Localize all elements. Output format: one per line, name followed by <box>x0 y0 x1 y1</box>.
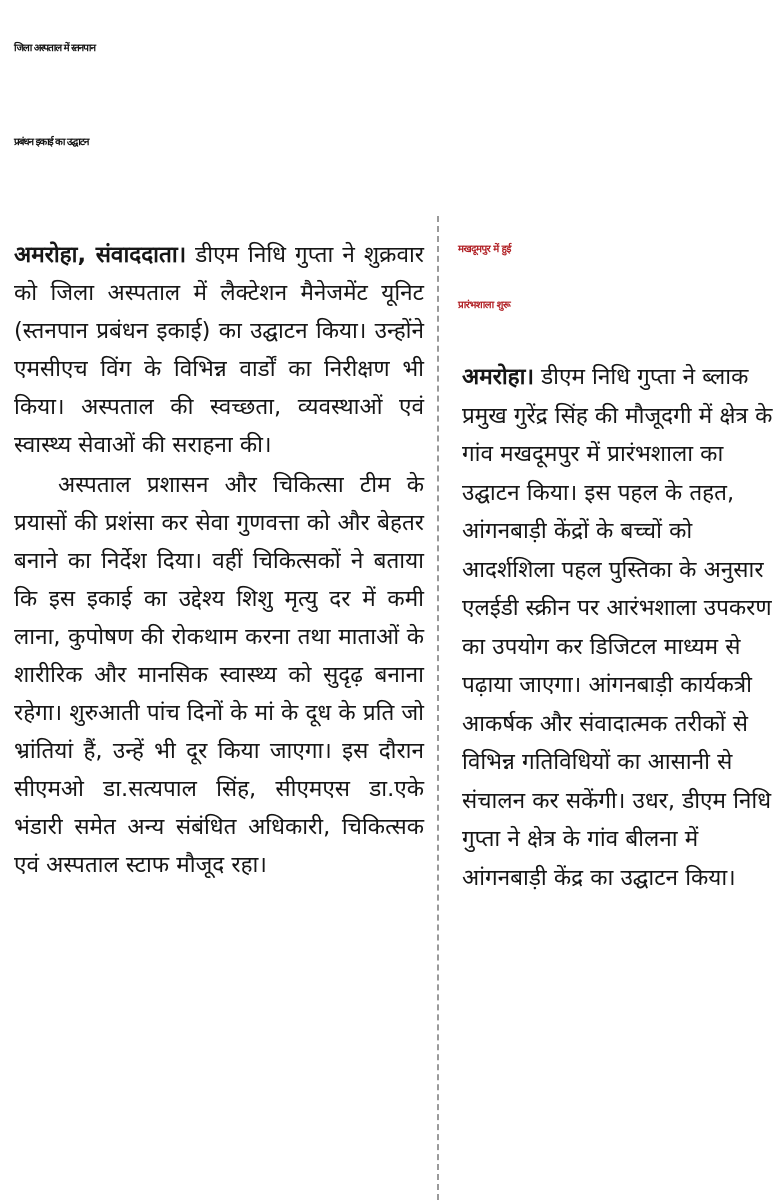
main-story-paragraph-1-text: डीएम निधि गुप्ता ने शुक्रवार को जिला अस्पताल में लैक्टेशन मैनेजमेंट यूनिट (स्तनपान प्रबंधन इकाई) का उद्घाटन किया। उन्होंने एमसीएच विंग के विभिन्न वार्डों का निरीक्षण भी किया। अस्पताल की स्वच्छता, व्यवस्थाओं एवं स्वास्थ्य सेवाओं की सराहना की। <box>14 242 424 458</box>
side-story-headline <box>458 222 774 334</box>
side-story-dateline: अमरोहा। <box>462 364 534 390</box>
side-story-body-text: डीएम निधि गुप्ता ने ब्लाक प्रमुख गुरेंद्र सिंह की मौजूदगी में क्षेत्र के गांव मखदूमपुर में प्रारंभशाला का उद्घाटन किया। इस पहल के तहत, आंगनबाड़ी केंद्रों के बच्चों को आदर्शशिला पहल पुस्तिका के अनुसार एलईडी स्क्रीन पर आरंभशाला उपकरण का उपयोग कर डिजिटल माध्यम से पढ़ाया जाएगा। आंगनबाड़ी कार्यकत्री आकर्षक और संवादात्मक तरीकों से विभिन्न गतिविधियों का आसानी से संचालन कर सकेंगी। उधर, डीएम निधि गुप्ता ने क्षेत्र के गांव बीलना में आंगनबाड़ी केंद्र का उद्घाटन किया। <box>462 364 773 891</box>
column-divider <box>437 216 439 1200</box>
side-story-headline-line-2: प्रारंभशाला शुरू <box>458 300 511 311</box>
main-story-dateline: अमरोहा, संवाददाता। <box>14 242 187 268</box>
main-story-column <box>14 236 424 1196</box>
main-story-paragraph-1 <box>14 236 424 464</box>
main-headline-line-2: प्रबंधन इकाई का उद्घाटन <box>14 137 89 148</box>
main-headline-line-1: जिला अस्पताल में स्तनपान <box>14 43 96 54</box>
side-story-headline-line-1: मखदूमपुर में हुई <box>458 244 511 255</box>
side-story-column <box>458 222 774 1200</box>
side-story-body <box>458 358 774 897</box>
main-headline <box>0 0 781 208</box>
main-story-paragraph-2: अस्पताल प्रशासन और चिकित्सा टीम के प्रयासों की प्रशंसा कर सेवा गुणवत्ता को और बेहतर बनाने का निर्देश दिया। वहीं चिकित्सकों ने बताया कि इस इकाई का उद्देश्य शिशु मृत्यु दर में कमी लाना, कुपोषण की रोकथाम करना तथा माताओं के शारीरिक और मानसिक स्वास्थ्य को सुदृढ़ बनाना रहेगा। शुरुआती पांच दिनों के मां के दूध के प्रति जो भ्रांतियां हैं, उन्हें भी दूर किया जाएगा। इस दौरान सीएमओ डा.सत्यपाल सिंह, सीएमएस डा.एके भंडारी समेत अन्य संबंधित अधिकारी, चिकित्सक एवं अस्पताल स्टाफ मौजूद रहा। <box>14 472 424 878</box>
